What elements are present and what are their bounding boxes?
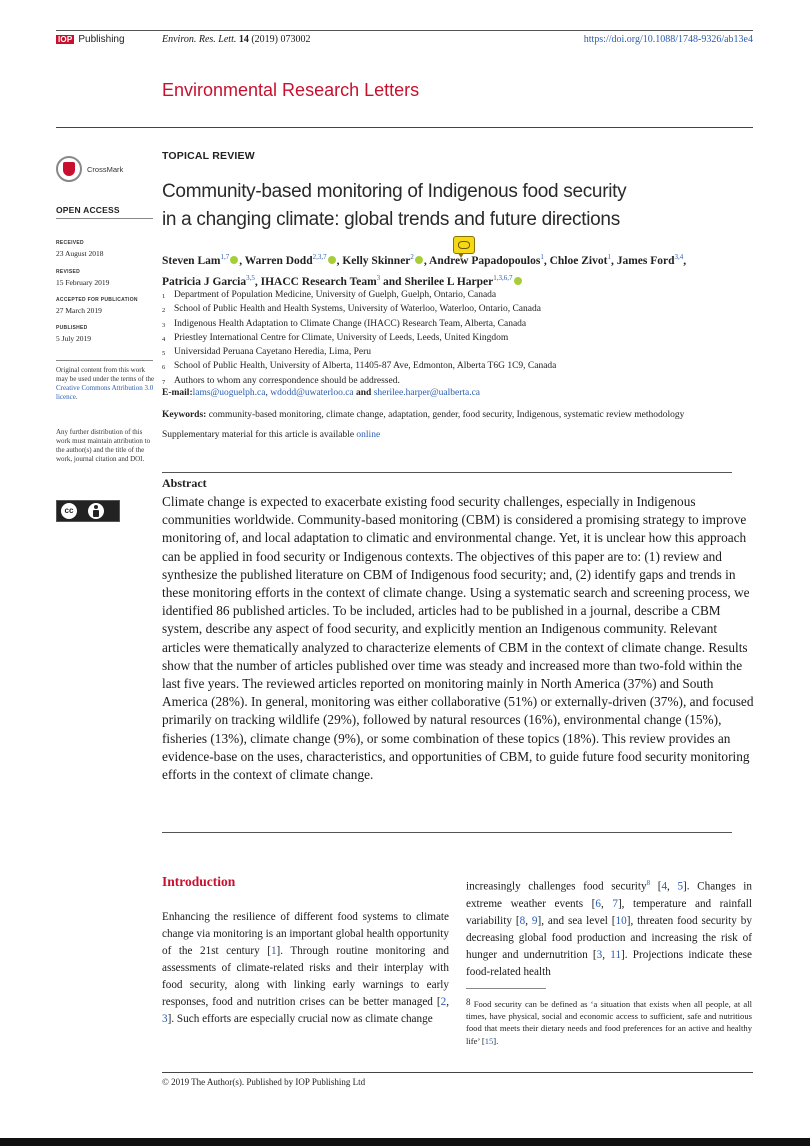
affiliation-item: 6 School of Public Health, University of Alberta, 11405-87 Ave, Edmonton, Alberta T6G 1C9, Canada	[162, 361, 557, 372]
email-link-1[interactable]: lams@uoguelph.ca	[192, 388, 266, 398]
footer-rule	[162, 1072, 753, 1073]
year-article: (2019) 073002	[251, 34, 311, 45]
publisher-name: Publishing	[78, 34, 125, 45]
header-rule-2	[56, 127, 753, 128]
orcid-icon[interactable]	[230, 256, 238, 264]
crossmark-label: CrossMark	[87, 165, 124, 174]
date-value-published: 5 July 2019	[56, 334, 92, 343]
abstract-text: Climate change is expected to exacerbate existing food security challenges, especially in Indigenous communities worldwide. Community-based monitoring (CBM) is considered a promising strategy to improve monitoring of, and local adaptation to climatic and environmental change. Yet, it is unclear how this approach can be applied in food security or Indigenous contexts. The objectives of this paper are to: (1) review and synthesize the published literature on CBM of Indigenous food security; and, (2) identify gaps and trends in these monitoring efforts in the context of climate change. Using a systematic search and screening process, we identified 86 published articles. To be included, articles had to be published in a journal, describe a CBM system, describe any aspect of food security, and explicitly mention an Indigenous community. Relevant articles were thematically analyzed to characterize elements of CBM in the context of climate change. Results show that the number of articles published over time was steady and increased more than two-fold within the last five years. The reviewed articles reported on monitoring mainly in North America (37%) and South America (28%). In general, monitoring was either collaborative (51%) or externally-driven (37%), and focused primarily on tracking wildlife (29%), followed by natural resources (16%), environmental change (15%), fisheries (13%), climate change (9%), or some combination of these topics (18%). This review provides an evidence-base on the uses, characteristics, and opportunities of CBM, to guide future food security monitoring efforts in the context of climate change.	[162, 494, 754, 783]
license-note: Original content from this work may be used under the terms of the Creative Commons Attribution 3.0 licence.	[56, 366, 155, 401]
citation-link[interactable]: 8	[519, 914, 526, 927]
right-column-text: increasingly challenges food security$^8$ [4, 5]. Changes in extreme weather events [6, 7], temperature and rainfall variability [8, 9], and sea level [10], threaten food security by decreasing global food production and increasing the risk of hunger and undernutrition [3, 11]. Projections indicate these food-related health	[466, 879, 753, 978]
author-5[interactable]: Chloe Zivot$^1$	[549, 253, 611, 267]
cc-by-badge[interactable]	[56, 500, 120, 522]
section-label: TOPICAL REVIEW	[162, 150, 255, 162]
affiliation-list	[162, 289, 762, 389]
affiliation-item: 3 Indigenous Health Adaptation to Climate Change (IHACC) Research Team, Alberta, Canada	[162, 318, 527, 329]
citation-link[interactable]: 15	[484, 1035, 494, 1046]
cc-licence-link[interactable]: Creative Commons Attribution 3.0 licence	[56, 384, 154, 401]
journal-citation	[162, 34, 311, 45]
footnote: 8 Food security can be defined as ‘a situation that exists when all people, at all times, have physical, social and economic access to sufficient, safe and nutritious food that meets their dietary needs and food preferences for an active and healthy life’ [15].	[466, 997, 752, 1046]
citation-link[interactable]: 2	[440, 996, 447, 1008]
author-1[interactable]: Steven Lam$^{1,7}$	[162, 255, 239, 267]
comment-annotation-icon[interactable]	[453, 236, 475, 254]
affiliation-item: 4 Priestley International Centre for Climate, University of Leeds, Leeds, United Kingdom	[162, 332, 509, 343]
affiliation-item: 2 School of Public Health and Health Systems, University of Waterloo, Waterloo, Ontario, Canada	[162, 304, 541, 315]
author-9[interactable]: Sherilee L Harper$^{1,3,6,7}$	[404, 276, 522, 288]
date-value-revised: 15 February 2019	[56, 278, 110, 287]
author-2[interactable]: Warren Dodd$^{2,3,7}$	[245, 255, 337, 267]
introduction-heading: Introduction	[162, 874, 236, 889]
abstract-heading: Abstract	[162, 476, 207, 490]
affiliation-item: 7 Authors to whom any correspondence should be addressed.	[162, 375, 400, 386]
keywords-line: Keywords: community-based monitoring, climate change, adaptation, gender, food security, Indigenous, systematic review methodology	[162, 410, 685, 420]
author-6[interactable]: James Ford$^{3,4}$	[616, 253, 684, 267]
abstract-rule-bottom	[162, 832, 732, 833]
citation-link[interactable]: 11	[610, 948, 622, 961]
copyright-line: © 2019 The Author(s). Published by IOP Publishing Ltd	[162, 1077, 366, 1087]
date-value-received: 23 August 2018	[56, 249, 104, 258]
journal-abbrev: Environ. Res. Lett.	[162, 34, 237, 45]
doi-link[interactable]: https://doi.org/10.1088/1748-9326/ab13e4	[583, 34, 753, 45]
author-8[interactable]: IHACC Research Team$^3$	[260, 273, 381, 288]
date-label-published: PUBLISHED	[56, 325, 88, 331]
citation-link[interactable]: 6	[595, 897, 601, 910]
bottom-bar	[0, 1138, 810, 1146]
supplementary-link[interactable]: online	[356, 430, 381, 440]
affiliation-item: 1 Department of Population Medicine, University of Guelph, Guelph, Ontario, Canada	[162, 290, 497, 300]
date-label-accepted: ACCEPTED FOR PUBLICATION	[56, 297, 138, 303]
author-list: Steven Lam$^{1,7}$ , Warren Dodd$^{2,3,7}$ , Kelly Skinner$^2$ , Andrew Papadopoulos$^1$, Chloe Zivot$^1$, James Ford$^{3,4}$, Patricia J Garcia$^{3,5}$, IHACC Research Team$^3$ and Sherilee L Harper$^{1,3,6,7}$	[162, 253, 687, 288]
supplementary-line: Supplementary material for this article is available online	[162, 430, 381, 440]
citation-link[interactable]: 3	[162, 1013, 168, 1025]
citation-link[interactable]: 1	[270, 945, 277, 957]
date-label-revised: REVISED	[56, 269, 81, 275]
sidebar-rule	[56, 218, 153, 219]
crossmark-icon	[56, 156, 82, 182]
author-7[interactable]: Patricia J Garcia$^{3,5}$	[162, 273, 255, 288]
volume: 14	[238, 34, 249, 45]
date-value-accepted: 27 March 2019	[56, 306, 102, 315]
journal-name: Environmental Research Letters	[162, 80, 420, 100]
footnote-link[interactable]: 8	[646, 879, 651, 887]
attribution-note: Any further distribution of this work must maintain attribution to the author(s) and the title of the work, journal citation and DOI.	[56, 428, 151, 463]
iop-badge: IOP	[58, 35, 73, 44]
header-rule	[56, 30, 753, 31]
by-person-icon	[88, 503, 104, 519]
citation-link[interactable]: 4	[661, 880, 668, 893]
orcid-icon[interactable]	[328, 256, 336, 264]
email-line: E-mail:lams@uoguelph.ca, wdodd@uwaterloo.ca and sherilee.harper@ualberta.ca	[162, 388, 481, 398]
citation-link[interactable]: 9	[531, 914, 538, 927]
author-3[interactable]: Kelly Skinner$^2$	[342, 255, 424, 267]
open-access-label: OPEN ACCESS	[56, 205, 120, 215]
author-4[interactable]: Andrew Papadopoulos$^1$	[429, 253, 544, 267]
cc-icon: cc	[61, 503, 77, 519]
citation-link[interactable]: 5	[677, 880, 684, 893]
citation-link[interactable]: 3	[596, 948, 603, 961]
affiliation-item: 5 Universidad Peruana Cayetano Heredia, Lima, Peru	[162, 347, 372, 358]
citation-link[interactable]: 10	[615, 914, 627, 927]
orcid-icon[interactable]	[514, 277, 522, 285]
email-link-2[interactable]: wdodd@uwaterloo.ca	[270, 388, 354, 398]
publisher-logo[interactable]	[56, 34, 125, 45]
email-link-3[interactable]: sherilee.harper@ualberta.ca	[373, 388, 481, 398]
abstract-rule	[162, 472, 732, 473]
sidebar-rule-2	[56, 360, 153, 361]
crossmark-button[interactable]	[56, 156, 156, 186]
citation-link[interactable]: 7	[612, 897, 618, 910]
footnote-rule	[466, 988, 546, 989]
orcid-icon[interactable]	[415, 256, 423, 264]
date-label-received: RECEIVED	[56, 240, 84, 246]
introduction-text: Enhancing the resilience of different food systems to climate change via monitoring is an important global health opportunity of the 21st century [1]. Through routine monitoring and assessments of climate-related risks and their interplay with food security, along with linking early warnings to early responses, food and nutrition crises can be better managed [2, 3]. Such efforts are especially crucial now as climate change	[162, 911, 449, 1025]
article-title: Community-based monitoring of Indigenous food security in a changing climate: global trends and future directions	[162, 181, 627, 230]
